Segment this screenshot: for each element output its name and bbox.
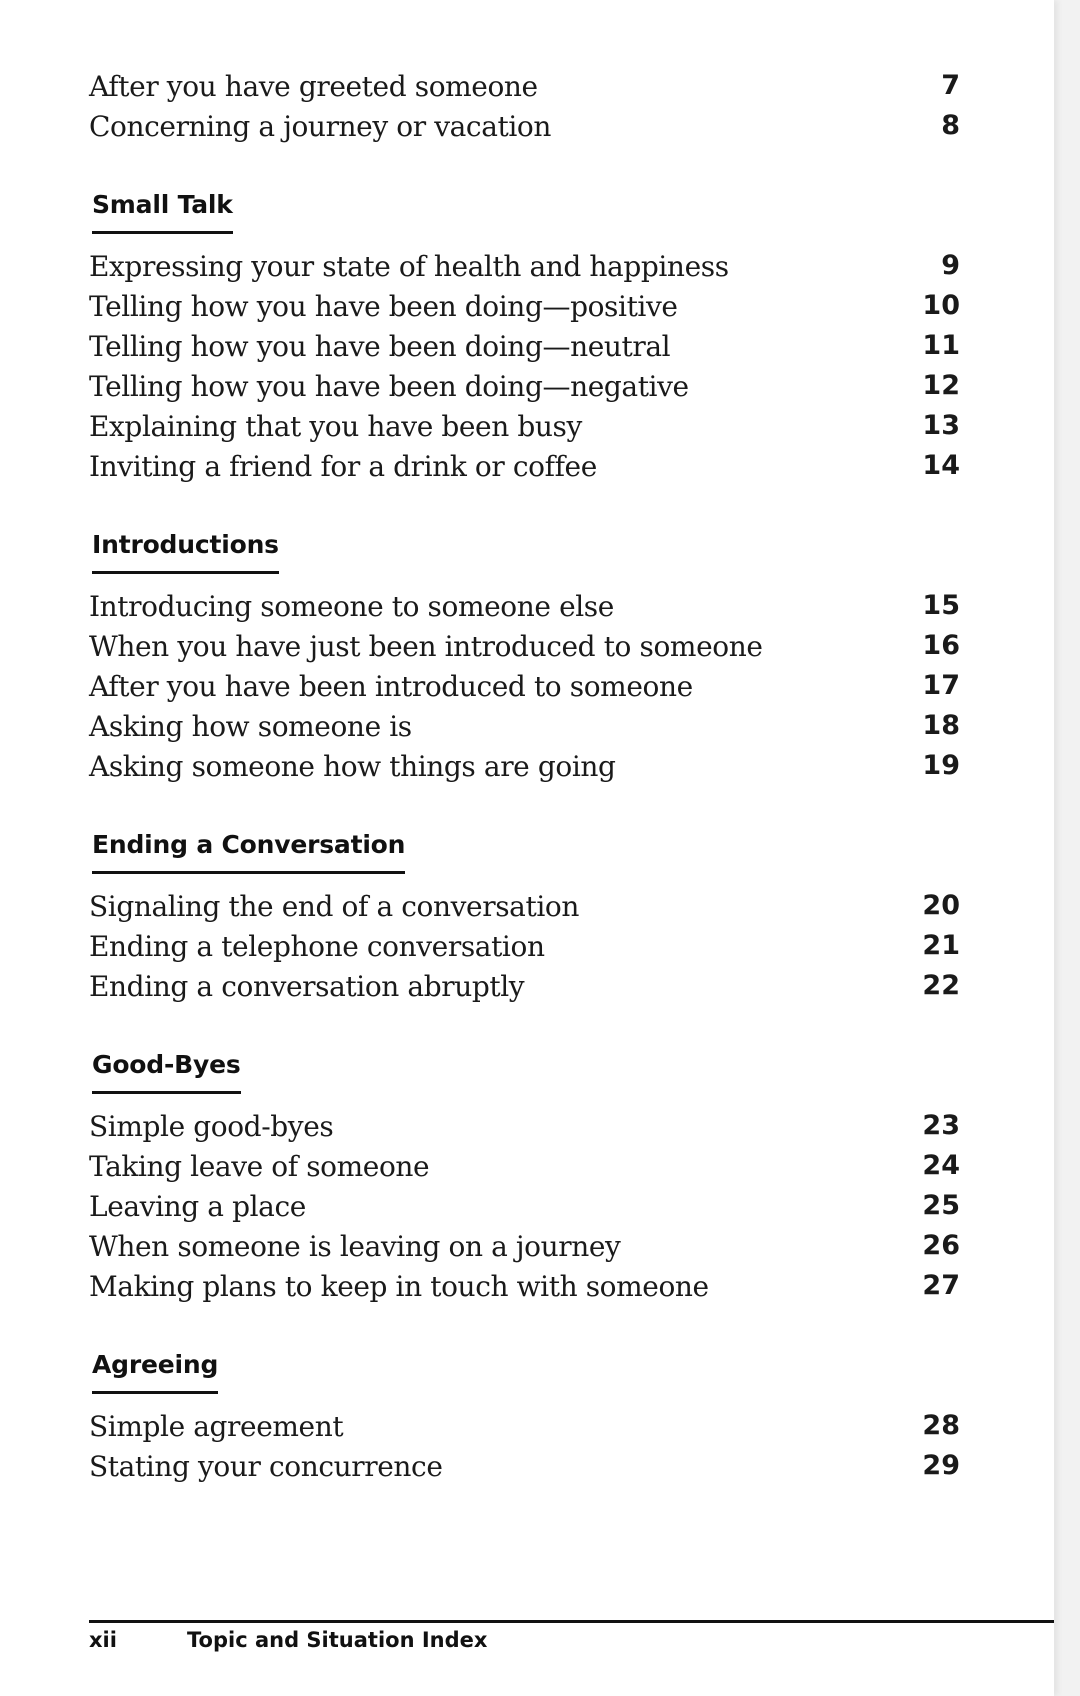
section-introductions — [89, 530, 960, 788]
entry-page-number: 19 — [922, 750, 960, 781]
index-entry — [89, 1268, 960, 1308]
section-heading: Ending a Conversation — [92, 830, 405, 874]
entry-title: Concerning a journey or vacation — [89, 110, 551, 143]
entry-page-number: 15 — [922, 590, 960, 621]
index-entry — [89, 588, 960, 628]
entry-title: After you have greeted someone — [89, 70, 538, 103]
entry-page-number: 18 — [922, 710, 960, 741]
index-entry — [89, 748, 960, 788]
entry-title: When you have just been introduced to someone — [89, 630, 763, 663]
section-heading: Introductions — [92, 530, 279, 574]
index-entry — [89, 1108, 960, 1148]
entry-title: Signaling the end of a conversation — [89, 890, 579, 923]
entry-title: Inviting a friend for a drink or coffee — [89, 450, 597, 483]
index-entry — [89, 68, 960, 108]
index-entry — [89, 288, 960, 328]
entry-page-number: 29 — [922, 1450, 960, 1481]
section-ending-a-conversation — [89, 830, 960, 1008]
index-entry — [89, 928, 960, 968]
entry-page-number: 17 — [922, 670, 960, 701]
index-entry — [89, 628, 960, 668]
index-entry — [89, 968, 960, 1008]
entry-page-number: 11 — [922, 330, 960, 361]
entry-page-number: 21 — [922, 930, 960, 961]
entry-title: Simple good-byes — [89, 1110, 334, 1143]
section-small-talk — [89, 190, 960, 488]
entry-page-number: 28 — [922, 1410, 960, 1441]
entry-page-number: 8 — [941, 110, 960, 141]
entry-page-number: 7 — [941, 70, 960, 101]
entry-page-number: 22 — [922, 970, 960, 1001]
section-good-byes — [89, 1050, 960, 1308]
entry-title: Stating your concurrence — [89, 1450, 443, 1483]
entry-title: Making plans to keep in touch with someone — [89, 1270, 709, 1303]
entry-title: Telling how you have been doing—negative — [89, 370, 689, 403]
section-heading: Small Talk — [92, 190, 233, 234]
index-entry — [89, 1228, 960, 1268]
entry-title: Asking someone how things are going — [89, 750, 616, 783]
running-title: Topic and Situation Index — [187, 1628, 488, 1652]
entry-title: Ending a telephone conversation — [89, 930, 545, 963]
index-entry — [89, 108, 960, 148]
index-entry — [89, 1408, 960, 1448]
entry-page-number: 26 — [922, 1230, 960, 1261]
entry-title: Explaining that you have been busy — [89, 410, 582, 443]
index-entry — [89, 1188, 960, 1228]
entry-page-number: 9 — [941, 250, 960, 281]
index-entry — [89, 888, 960, 928]
index-entry — [89, 408, 960, 448]
entry-page-number: 10 — [922, 290, 960, 321]
section-heading: Agreeing — [92, 1350, 218, 1394]
intro-entries — [89, 68, 960, 148]
page-folio: xii — [89, 1628, 117, 1652]
entry-page-number: 13 — [922, 410, 960, 441]
index-entry — [89, 668, 960, 708]
index-entry — [89, 1448, 960, 1488]
section-agreeing — [89, 1350, 960, 1488]
entry-title: Expressing your state of health and happiness — [89, 250, 729, 283]
entry-page-number: 23 — [922, 1110, 960, 1141]
entry-title: Telling how you have been doing—positive — [89, 290, 678, 323]
index-entry — [89, 1148, 960, 1188]
index-entry — [89, 708, 960, 748]
entry-page-number: 14 — [922, 450, 960, 481]
entry-page-number: 20 — [922, 890, 960, 921]
entry-title: After you have been introduced to someone — [89, 670, 693, 703]
footer-rule — [89, 1620, 1054, 1623]
index-entry — [89, 448, 960, 488]
entry-title: Taking leave of someone — [89, 1150, 430, 1183]
entry-page-number: 12 — [922, 370, 960, 401]
index-entry — [89, 328, 960, 368]
entry-page-number: 24 — [922, 1150, 960, 1181]
entry-title: Simple agreement — [89, 1410, 344, 1443]
entry-title: When someone is leaving on a journey — [89, 1230, 621, 1263]
page-footer — [89, 1628, 487, 1652]
entry-title: Telling how you have been doing—neutral — [89, 330, 671, 363]
entry-title: Leaving a place — [89, 1190, 306, 1223]
entry-page-number: 25 — [922, 1190, 960, 1221]
entry-title: Asking how someone is — [89, 710, 412, 743]
index-entry — [89, 368, 960, 408]
section-heading: Good-Byes — [92, 1050, 241, 1094]
entry-page-number: 16 — [922, 630, 960, 661]
index-entry — [89, 248, 960, 288]
index-content — [89, 68, 960, 1488]
entry-title: Introducing someone to someone else — [89, 590, 614, 623]
entry-page-number: 27 — [922, 1270, 960, 1301]
entry-title: Ending a conversation abruptly — [89, 970, 525, 1003]
